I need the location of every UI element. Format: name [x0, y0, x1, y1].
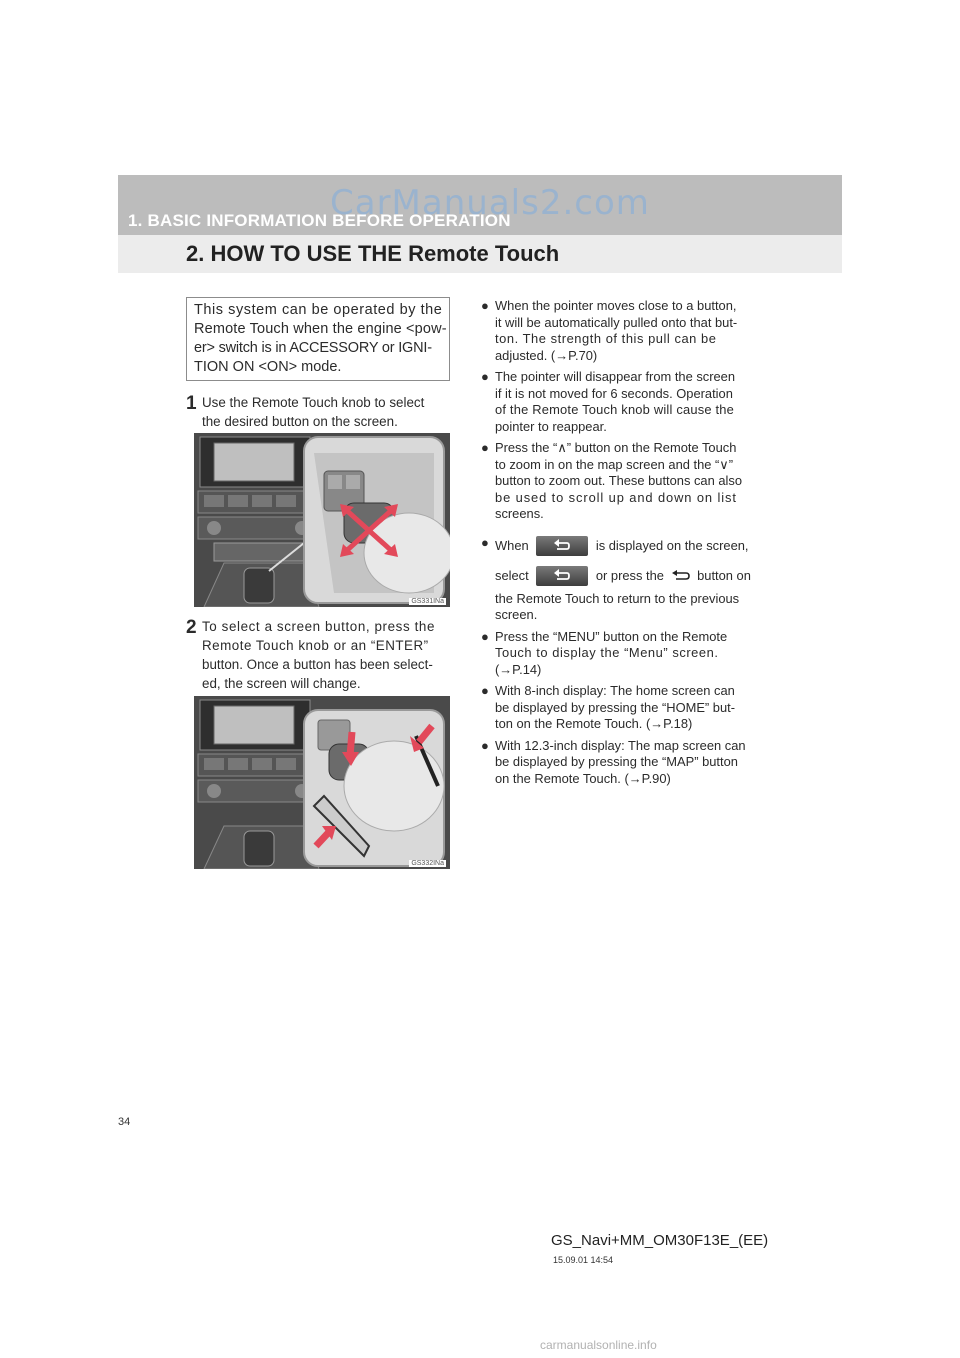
document-id: GS_Navi+MM_OM30F13E_(EE): [551, 1232, 769, 1249]
bullet-item: [481, 629, 753, 679]
watermark-logo: CarManuals2.com: [330, 183, 650, 223]
bullet-line: ton. The strength of this pull can be: [495, 331, 717, 346]
intro-box: [186, 297, 450, 381]
bullet-line: be displayed by pressing the “MAP” button: [495, 754, 738, 769]
bullet-line: [495, 561, 753, 591]
bullet-item: [481, 683, 753, 733]
page-number: 34: [118, 1116, 131, 1128]
back-button-image: [536, 536, 588, 556]
back-arrow-icon: [553, 538, 571, 554]
page-title: 2. HOW TO USE THE Remote Touch: [186, 241, 560, 266]
bullet-line: on the Remote Touch. (→P.90): [495, 770, 671, 786]
step-line: Remote Touch knob or an “ENTER”: [202, 638, 429, 653]
bullet-line: When the pointer moves close to a button,: [495, 298, 737, 313]
section-label: 1. BASIC INFORMATION BEFORE OPERATION: [128, 211, 511, 230]
bullet-marker: ●: [481, 369, 489, 384]
back-arrow-icon: [553, 568, 571, 584]
bullet-line: screens.: [495, 506, 544, 521]
bullet-item: [481, 298, 753, 364]
bullet-line: if it is not moved for 6 seconds. Operation: [495, 385, 733, 401]
bullet-marker: ●: [481, 440, 489, 455]
intro-line: TION ON <ON> mode.: [194, 359, 342, 375]
bullet-line: the Remote Touch to return to the previous: [495, 590, 740, 606]
bullet-item: [481, 369, 753, 435]
bullet-line: be displayed by pressing the “HOME” but-: [495, 699, 736, 715]
intro-line: Remote Touch when the engine <pow-: [194, 321, 447, 337]
print-timestamp: 15.09.01 14:54: [553, 1255, 614, 1265]
bullet-marker: ●: [481, 737, 489, 753]
bullet-line: of the Remote Touch knob will cause the: [495, 402, 735, 417]
step-line: Use the Remote Touch knob to select: [202, 395, 425, 410]
watermark-footer: carmanualsonline.info: [540, 1338, 657, 1352]
step-line: To select a screen button, press the: [202, 619, 435, 634]
bullet-item: [481, 738, 753, 788]
bullet-text: When: [495, 537, 529, 553]
step-line: ed, the screen will change.: [202, 676, 361, 691]
step-line: button. Once a button has been select-: [202, 657, 433, 672]
intro-line: This system can be operated by the: [194, 302, 443, 318]
bullet-text: select: [495, 567, 529, 583]
bullet-marker: ●: [481, 534, 489, 550]
bullet-text: or press the: [595, 567, 664, 583]
dashboard-illustration: [194, 696, 450, 869]
step-2: [186, 617, 458, 693]
figure-code: GS331INa: [411, 598, 444, 605]
bullet-marker: ●: [481, 628, 489, 644]
bullet-text: is displayed on the screen,: [595, 537, 749, 553]
back-symbol-icon: [671, 570, 691, 582]
bullet-line: With 12.3-inch display: The map screen can: [495, 737, 746, 753]
back-button-image: [536, 566, 588, 586]
bullet-item: [481, 535, 753, 624]
bullet-text: button on: [697, 567, 751, 583]
step-number: 1: [186, 393, 197, 414]
bullet-line: to zoom in on the map screen and the “∨”: [495, 456, 734, 472]
step-number: 2: [186, 617, 197, 638]
bullet-list: [481, 298, 753, 792]
bullet-line: be used to scroll up and down on list: [495, 489, 737, 505]
figure-code: GS332INa: [411, 860, 444, 867]
bullet-line: it will be automatically pulled onto that but-: [495, 314, 738, 330]
bullet-line: pointer to reappear.: [495, 418, 607, 434]
bullet-line: [495, 535, 753, 557]
bullet-line: Touch to display the “Menu” screen.: [495, 645, 719, 660]
bullet-line: adjusted. (→P.70): [495, 347, 598, 363]
bullet-line: screen.: [495, 607, 538, 622]
bullet-line: With 8-inch display: The home screen can: [495, 683, 735, 698]
bullet-item: [481, 440, 753, 523]
bullet-line: button to zoom out. These buttons can also: [495, 473, 742, 488]
bullet-line: (→P.14): [495, 661, 542, 677]
intro-line: er> switch is in ACCESSORY or IGNI-: [194, 340, 432, 356]
bullet-marker: ●: [481, 298, 489, 313]
step-1: [186, 393, 458, 431]
figure-enter-button: [194, 696, 450, 869]
bullet-line: Press the “MENU” button on the Remote: [495, 628, 728, 644]
bullet-line: Press the “∧” button on the Remote Touch: [495, 440, 737, 455]
figure-remote-touch-knob: [194, 433, 450, 607]
bullet-line: ton on the Remote Touch. (→P.18): [495, 716, 693, 731]
dashboard-illustration: [194, 433, 450, 607]
bullet-marker: ●: [481, 683, 489, 698]
bullet-line: The pointer will disappear from the screen: [495, 369, 736, 384]
step-line: the desired button on the screen.: [202, 414, 398, 429]
